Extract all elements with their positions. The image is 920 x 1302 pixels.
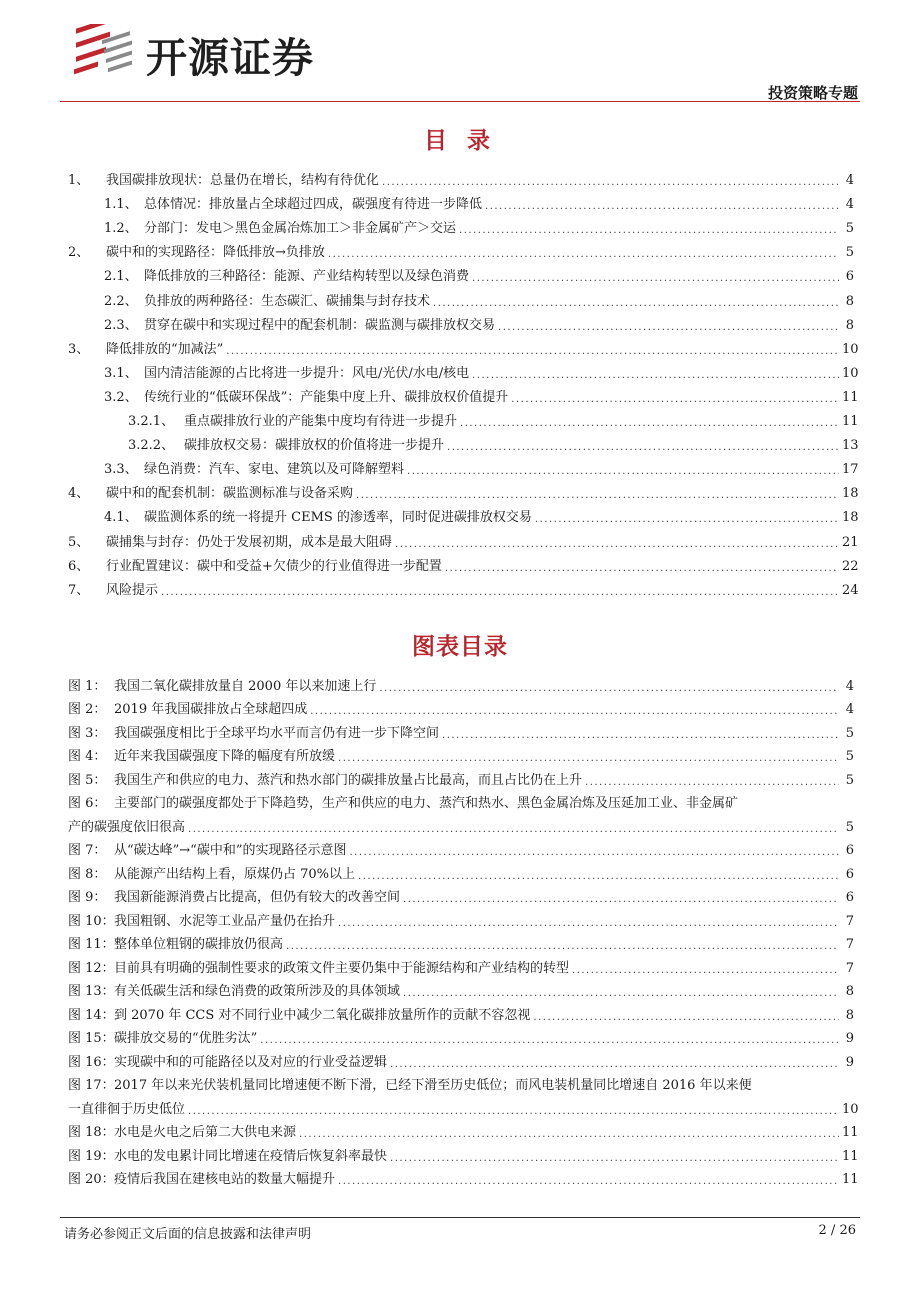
toc-entry[interactable] bbox=[68, 236, 854, 260]
dot-leader bbox=[459, 222, 839, 236]
toc-entry-text: 传统行业的“低碳环保战”：产能集中度上升、碳排放权价值提升 bbox=[144, 389, 509, 405]
toc-entry-page: 18 bbox=[842, 486, 859, 502]
toc-entry-number: 3.2.2、 bbox=[128, 438, 175, 454]
toc-entry[interactable] bbox=[68, 574, 859, 598]
footer-divider bbox=[60, 1217, 860, 1218]
figure-entry-number: 图 11： bbox=[68, 937, 115, 952]
figure-entry-text-cont: 一直徘徊于历史低位 bbox=[68, 1101, 186, 1117]
toc-entry-page: 17 bbox=[842, 462, 859, 478]
figure-entry[interactable] bbox=[68, 1023, 854, 1047]
dot-leader bbox=[447, 439, 839, 453]
toc-entry-page: 21 bbox=[842, 534, 859, 550]
dot-leader bbox=[533, 1009, 839, 1023]
dot-leader bbox=[299, 1126, 839, 1140]
figure-entry-page: 6 bbox=[845, 866, 854, 882]
figure-entry-number: 图 20： bbox=[68, 1172, 115, 1187]
toc-entry-text: 碳捕集与封存：仍处于发展初期，成本是最大阻碍 bbox=[106, 534, 393, 550]
figure-entry-text: 从“碳达峰”→“碳中和”的实现路径示意图 bbox=[114, 843, 347, 858]
toc-entry-page: 13 bbox=[842, 438, 859, 454]
figure-entry[interactable] bbox=[68, 764, 854, 788]
toc-entry-text: 总体情况：排放量占全球超过四成，碳强度有待进一步降低 bbox=[144, 197, 483, 213]
figure-entry-text: 整体单位粗钢的碳排放仍很高 bbox=[114, 937, 284, 952]
toc-entry[interactable] bbox=[68, 260, 854, 284]
figure-entry[interactable] bbox=[68, 1046, 854, 1070]
figure-entry-number: 图 1： bbox=[68, 678, 107, 694]
figure-entry-line bbox=[68, 1093, 859, 1117]
toc-entry-text: 贯穿在碳中和实现过程中的配套机制：碳监测与碳排放权交易 bbox=[144, 317, 496, 333]
figure-entry-page: 5 bbox=[845, 725, 854, 741]
dot-leader bbox=[535, 511, 839, 525]
toc-entry-page: 11 bbox=[842, 389, 859, 405]
figure-entry[interactable] bbox=[68, 952, 854, 976]
figure-entry-page: 6 bbox=[845, 890, 854, 905]
figure-entry-text: 2017 年以来光伏装机量同比增速便不断下滑，已经下滑至历史低位；而风电装机量同比增速自 2016 年以来便 bbox=[114, 1078, 752, 1093]
toc-entry-number: 3.1、 bbox=[104, 365, 138, 381]
company-logo bbox=[72, 24, 314, 84]
dot-leader bbox=[338, 915, 839, 929]
figure-entry-page: 11 bbox=[842, 1148, 859, 1164]
figure-list-title: 图表目录 bbox=[412, 634, 508, 660]
toc-entry-page: 24 bbox=[842, 582, 859, 598]
toc-entry-number: 2.3、 bbox=[104, 317, 138, 333]
toc-entry-number: 1.2、 bbox=[104, 221, 138, 237]
toc-entry[interactable] bbox=[68, 164, 854, 188]
toc-entry-text: 碳监测体系的统一将提升 CEMS 的渗透率，同时促进碳排放权交易 bbox=[144, 510, 532, 526]
figure-entry-number: 图 19： bbox=[68, 1148, 115, 1164]
logo-text: 开源证券 bbox=[146, 33, 314, 82]
dot-leader bbox=[356, 487, 839, 501]
figure-entry-line bbox=[68, 788, 854, 812]
toc-entry-page: 10 bbox=[842, 365, 859, 381]
figure-entry-text: 我国新能源消费占比提高，但仍有较大的改善空间 bbox=[114, 890, 401, 905]
figure-entry-text: 碳排放交易的“优胜劣汰” bbox=[114, 1031, 258, 1046]
dot-leader bbox=[511, 391, 839, 405]
figure-entry[interactable] bbox=[68, 999, 854, 1023]
dot-leader bbox=[433, 295, 839, 309]
toc-entry-page: 5 bbox=[845, 221, 854, 237]
figure-entry-page: 11 bbox=[842, 1172, 859, 1187]
toc-entry[interactable] bbox=[68, 501, 859, 526]
figure-entry-page: 4 bbox=[845, 702, 854, 717]
dot-leader bbox=[445, 560, 839, 574]
page-header bbox=[0, 0, 920, 104]
figure-entry-text: 我国碳强度相比于全球平均水平而言仍有进一步下降空间 bbox=[114, 725, 440, 741]
dot-leader bbox=[286, 938, 839, 952]
toc-entry-number: 7、 bbox=[68, 582, 90, 598]
toc-entry-number: 4、 bbox=[68, 486, 90, 502]
toc-title: 目 录 bbox=[423, 128, 496, 154]
figure-entry-number: 图 3： bbox=[68, 725, 107, 741]
figure-entry-text-cont: 产的碳强度依旧很高 bbox=[68, 819, 186, 835]
dot-leader bbox=[403, 985, 839, 999]
toc-entry[interactable] bbox=[68, 357, 859, 381]
dot-leader bbox=[442, 727, 839, 741]
dot-leader bbox=[379, 680, 839, 694]
toc-entry-number: 5、 bbox=[68, 534, 90, 550]
toc-entry[interactable] bbox=[68, 429, 859, 454]
figure-entry-number: 图 15： bbox=[68, 1031, 115, 1046]
figure-entry-text: 主要部门的碳强度都处于下降趋势，生产和供应的电力、蒸汽和热水、黑色金属冶炼及压延加工业、非金属矿 bbox=[114, 796, 739, 811]
toc-entry-number: 1.1、 bbox=[104, 197, 138, 213]
toc-entry-text: 绿色消费：汽车、家电、建筑以及可降解塑料 bbox=[144, 462, 405, 478]
dot-leader bbox=[188, 821, 839, 835]
figure-entry-page: 5 bbox=[845, 819, 854, 835]
toc-entry-text: 碳中和的配套机制：碳监测标准与设备采购 bbox=[106, 486, 354, 502]
toc-list bbox=[68, 164, 859, 598]
toc-entry[interactable] bbox=[68, 453, 859, 478]
toc-entry-number: 3.3、 bbox=[104, 462, 138, 478]
dot-leader bbox=[403, 891, 839, 905]
dot-leader bbox=[390, 1056, 839, 1070]
toc-entry-page: 22 bbox=[842, 558, 859, 574]
figure-list bbox=[68, 670, 859, 1187]
toc-entry[interactable] bbox=[68, 477, 859, 502]
toc-entry-number: 1、 bbox=[68, 173, 90, 189]
dot-leader bbox=[260, 1032, 839, 1046]
figure-entry-number: 图 18： bbox=[68, 1125, 115, 1140]
figure-entry-text: 从能源产出结构上看，原煤仍占 70%以上 bbox=[114, 866, 356, 882]
figure-entry-page: 8 bbox=[845, 1007, 854, 1023]
figure-entry-text: 实现碳中和的可能路径以及对应的行业受益逻辑 bbox=[114, 1054, 388, 1070]
dot-leader bbox=[390, 1150, 839, 1164]
dot-leader bbox=[472, 270, 839, 284]
figure-entry[interactable] bbox=[68, 905, 854, 929]
toc-entry-page: 6 bbox=[845, 269, 854, 285]
page-number: 2 / 26 bbox=[818, 1223, 856, 1238]
dot-leader bbox=[485, 198, 839, 212]
toc-entry-text: 负排放的两种路径：生态碳汇、碳捕集与封存技术 bbox=[144, 293, 431, 309]
logo-mark-icon bbox=[72, 24, 138, 84]
dot-leader bbox=[349, 844, 839, 858]
figure-entry-text: 近年来我国碳强度下降的幅度有所放缓 bbox=[114, 749, 336, 764]
figure-entry-line bbox=[68, 811, 854, 835]
figure-entry-page: 10 bbox=[842, 1101, 859, 1117]
dot-leader bbox=[161, 584, 839, 598]
figure-entry-number: 图 10： bbox=[68, 913, 115, 929]
toc-entry[interactable] bbox=[68, 550, 859, 574]
figure-entry-number: 图 4： bbox=[68, 749, 107, 764]
toc-entry-text: 分部门：发电＞黑色金属冶炼加工＞非金属矿产＞交运 bbox=[144, 221, 457, 237]
figure-entry-number: 图 8： bbox=[68, 866, 107, 882]
dot-leader bbox=[338, 750, 839, 764]
figure-entry-text: 2019 年我国碳排放占全球超四成 bbox=[114, 702, 308, 717]
toc-entry-number: 3、 bbox=[68, 341, 90, 357]
figure-entry[interactable] bbox=[68, 694, 854, 718]
dot-leader bbox=[572, 962, 839, 976]
dot-leader bbox=[358, 868, 839, 882]
figure-entry-text: 我国生产和供应的电力、蒸汽和热水部门的碳排放量占比最高，而且占比仍在上升 bbox=[114, 772, 583, 788]
figure-entry-page: 9 bbox=[845, 1054, 854, 1070]
toc-entry-page: 5 bbox=[845, 245, 854, 261]
figure-entry-number: 图 5： bbox=[68, 772, 107, 788]
dot-leader bbox=[382, 174, 839, 188]
dot-leader bbox=[338, 1173, 839, 1187]
figure-entry[interactable] bbox=[68, 858, 854, 882]
toc-entry[interactable] bbox=[68, 188, 854, 212]
toc-entry-page: 8 bbox=[845, 317, 854, 333]
toc-entry-text: 国内清洁能源的占比将进一步提升：风电/光伏/水电/核电 bbox=[144, 365, 470, 381]
dot-leader bbox=[498, 319, 839, 333]
toc-entry-number: 3.2、 bbox=[104, 389, 138, 405]
toc-entry[interactable] bbox=[68, 405, 859, 430]
toc-entry-number: 6、 bbox=[68, 558, 90, 574]
figure-entry-text: 疫情后我国在建核电站的数量大幅提升 bbox=[114, 1172, 336, 1187]
figure-entry[interactable] bbox=[68, 1070, 859, 1117]
figure-entry-page: 5 bbox=[845, 772, 854, 788]
dot-leader bbox=[310, 703, 839, 717]
toc-entry-text: 我国碳排放现状：总量仍在增长，结构有待优化 bbox=[106, 173, 380, 189]
toc-entry-text: 碳排放权交易：碳排放权的价值将进一步提升 bbox=[184, 438, 445, 454]
toc-entry-page: 10 bbox=[842, 341, 859, 357]
toc-entry[interactable] bbox=[68, 381, 859, 405]
figure-entry-line bbox=[68, 1070, 854, 1094]
figure-entry[interactable] bbox=[68, 1117, 859, 1141]
toc-entry-page: 4 bbox=[845, 197, 854, 213]
dot-leader bbox=[395, 536, 839, 550]
figure-entry[interactable] bbox=[68, 929, 854, 953]
figure-entry-text: 目前具有明确的强制性要求的政策文件主要仍集中于能源结构和产业结构的转型 bbox=[114, 960, 570, 976]
toc-entry-text: 行业配置建议：碳中和受益+欠债少的行业值得进一步配置 bbox=[106, 558, 442, 574]
figure-entry-number: 图 12： bbox=[68, 960, 115, 976]
document-type: 投资策略专题 bbox=[767, 84, 858, 102]
toc-entry-page: 4 bbox=[845, 173, 854, 189]
toc-entry-text: 风险提示 bbox=[106, 582, 159, 598]
toc-entry-text: 降低排放的“加减法” bbox=[106, 341, 224, 357]
toc-entry[interactable] bbox=[68, 284, 854, 308]
dot-leader bbox=[472, 367, 839, 381]
figure-entry-page: 5 bbox=[845, 749, 854, 764]
figure-entry-number: 图 9： bbox=[68, 890, 107, 905]
figure-entry[interactable] bbox=[68, 1140, 859, 1164]
figure-entry-text: 我国粗钢、水泥等工业品产量仍在抬升 bbox=[114, 913, 336, 929]
figure-entry-number: 图 13： bbox=[68, 984, 115, 999]
toc-entry-text: 降低排放的三种路径：能源、产业结构转型以及绿色消费 bbox=[144, 269, 470, 285]
header-divider bbox=[60, 101, 860, 102]
figure-entry[interactable] bbox=[68, 976, 854, 1000]
figure-entry-number: 图 16： bbox=[68, 1054, 115, 1070]
dot-leader bbox=[328, 246, 839, 260]
figure-entry[interactable] bbox=[68, 741, 854, 765]
figure-entry-text: 水电的发电累计同比增速在疫情后恢复斜率最快 bbox=[114, 1148, 388, 1164]
figure-entry-text: 我国二氧化碳排放量自 2000 年以来加速上行 bbox=[114, 678, 377, 694]
figure-entry[interactable] bbox=[68, 670, 854, 694]
toc-entry-page: 18 bbox=[842, 510, 859, 526]
figure-entry-text: 水电是火电之后第二大供电来源 bbox=[114, 1125, 297, 1140]
toc-entry-page: 11 bbox=[842, 414, 859, 430]
toc-entry-text: 重点碳排放行业的产能集中度均有待进一步提升 bbox=[184, 414, 458, 430]
dot-leader bbox=[407, 463, 839, 477]
figure-entry-text: 到 2070 年 CCS 对不同行业中减少二氧化碳排放量所作的贡献不容忽视 bbox=[114, 1007, 531, 1023]
figure-entry-number: 图 17： bbox=[68, 1078, 115, 1093]
dot-leader bbox=[226, 343, 839, 357]
figure-entry[interactable] bbox=[68, 717, 854, 741]
figure-entry-page: 4 bbox=[845, 678, 854, 694]
figure-entry-text: 有关低碳生活和绿色消费的政策所涉及的具体领域 bbox=[114, 984, 401, 999]
figure-entry-page: 8 bbox=[845, 984, 854, 999]
toc-entry-number: 3.2.1、 bbox=[128, 414, 175, 430]
figure-entry-page: 7 bbox=[845, 960, 854, 976]
toc-entry[interactable] bbox=[68, 309, 854, 333]
figure-entry-number: 图 14： bbox=[68, 1007, 115, 1023]
figure-entry[interactable] bbox=[68, 882, 854, 906]
toc-entry[interactable] bbox=[68, 212, 854, 236]
footer-disclaimer: 请务必参阅正文后面的信息披露和法律声明 bbox=[64, 1227, 312, 1242]
toc-entry-number: 2.2、 bbox=[104, 293, 138, 309]
figure-entry[interactable] bbox=[68, 835, 854, 859]
figure-entry-page: 7 bbox=[845, 913, 854, 929]
toc-entry-text: 碳中和的实现路径：降低排放→负排放 bbox=[106, 245, 325, 261]
dot-leader bbox=[460, 415, 839, 429]
figure-entry-number: 图 6： bbox=[68, 796, 107, 811]
dot-leader bbox=[585, 774, 839, 788]
figure-entry[interactable] bbox=[68, 1164, 859, 1188]
toc-entry-number: 2、 bbox=[68, 245, 90, 261]
figure-entry-page: 9 bbox=[845, 1031, 854, 1046]
figure-entry-page: 6 bbox=[845, 843, 854, 858]
figure-entry-page: 11 bbox=[842, 1125, 859, 1140]
toc-entry[interactable] bbox=[68, 333, 859, 357]
toc-entry-page: 8 bbox=[845, 293, 854, 309]
figure-entry-number: 图 7： bbox=[68, 843, 107, 858]
dot-leader bbox=[188, 1103, 839, 1117]
toc-entry[interactable] bbox=[68, 525, 859, 550]
toc-entry-number: 2.1、 bbox=[104, 269, 138, 285]
figure-entry-page: 7 bbox=[845, 937, 854, 952]
toc-entry-number: 4.1、 bbox=[104, 510, 138, 526]
figure-entry-number: 图 2： bbox=[68, 702, 107, 717]
figure-entry[interactable] bbox=[68, 788, 854, 835]
